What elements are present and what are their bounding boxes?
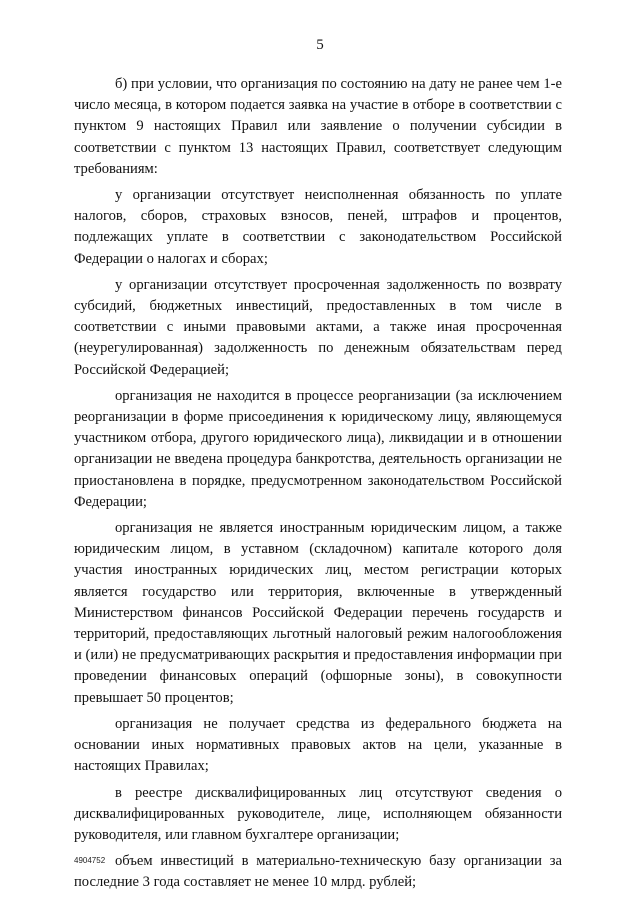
paragraph-no-overdue-debt: у организации отсутствует просроченная задолженность по возврату субсидий, бюджетных инвестиций, предоставленных в том числе в соответствии с иными правовыми актами, а также иная просроченная (неурегулированная) задолженность по денежным обязательствам перед Российской Федерацией;: [74, 276, 562, 378]
paragraph-no-reorganization: организация не находится в процессе реорганизации (за исключением реорганизации в форме присоединения к юридическому лицу, являющемуся участником отбора, другого юридического лица), ликвидации и в отношении организации не введена процедура банкротства, деятельность организации не приостановлена в порядке, предусмотренном законодательством Российской Федерации;: [74, 387, 562, 510]
document-code: 4904752: [74, 856, 106, 865]
paragraph-investment-volume: объем инвестиций в материально-техническую базу организации за последние 3 года составляет не менее 10 млрд. рублей;: [74, 853, 562, 891]
paragraph-no-disqualified-persons: в реестре дисквалифицированных лиц отсутствуют сведения о дисквалифицированных руководителе, лице, исполняющем обязанности руководителя, или главном бухгалтере организации;: [74, 784, 562, 843]
paragraph-not-foreign-entity: организация не является иностранным юридическим лицом, а также юридическим лицом, в уставном (складочном) капитале которого доля участия иностранных юридических лиц, местом регистрации которых является государство или территория, включенные в утвержденный Министерством финансов Российской Федерации перечень государств и территорий, предоставляющих льготный налоговый режим налогообложения и (или) не предусматривающих раскрытия и предоставления информации при проведении финансовых операций (офшорные зоны), в совокупности превышает 50 процентов;: [74, 520, 562, 706]
paragraph-no-tax-debt: у организации отсутствует неисполненная обязанность по уплате налогов, сборов, страховых взносов, пеней, штрафов и процентов, подлежащих уплате в соответствии с законодательством Российской Федерации о налогах и сборах;: [74, 187, 562, 267]
paragraph-condition-b: б) при условии, что организация по состоянию на дату не ранее чем 1-е число месяца, в котором подается заявка на участие в отборе в соответствии с пунктом 9 настоящих Правил или заявление о получении субсидии в соответствии с пунктом 13 настоящих Правил, соответствует следующим требованиям:: [74, 76, 562, 177]
page-number: 5: [316, 37, 324, 53]
paragraph-no-other-federal-funds: организация не получает средства из федерального бюджета на основании иных нормативных правовых актов на цели, указанные в настоящих Правилах;: [74, 715, 562, 775]
document-body: [74, 74, 562, 899]
